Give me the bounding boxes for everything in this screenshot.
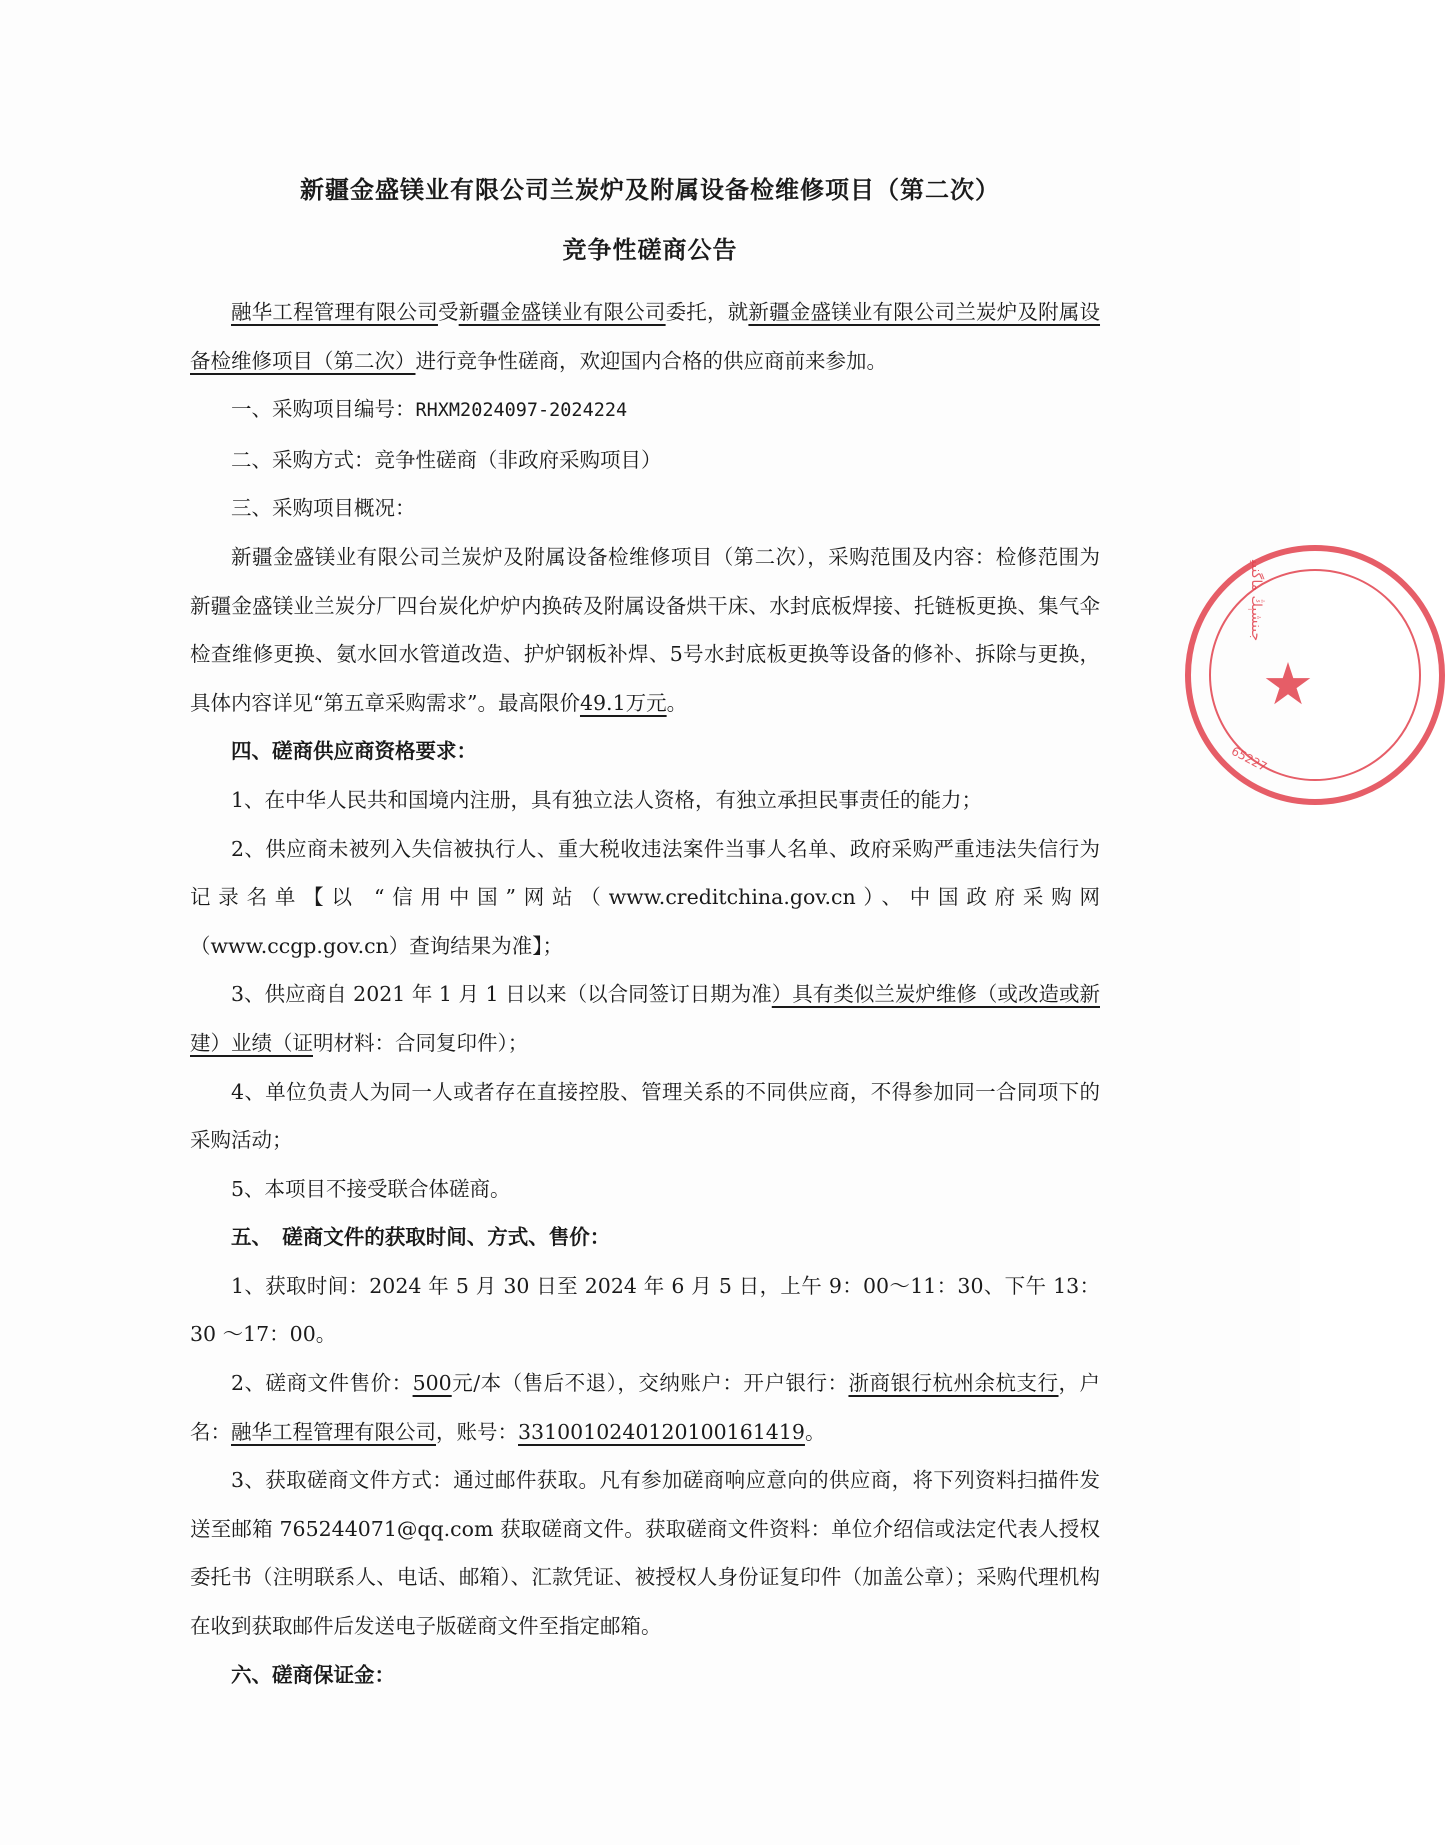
qualification-item-3: 3、供应商自 2021 年 1 月 1 日以来（以合同签订日期为准）具有类似兰炭炉维修（或改造或新建）业绩（证明材料：合同复印件）； [190,982,1100,1055]
qualification-item-4: 4、单位负责人为同一人或者存在直接控股、管理关系的不同供应商，不得参加同一合同项下的采购活动； [190,1079,1100,1153]
qualification-item-1: 1、在中华人民共和国境内注册，具有独立法人资格，有独立承担民事责任的能力； [231,787,983,812]
documents-item-2: 2、磋商文件售价：500元/本（售后不退），交纳账户：开户银行：浙商银行杭州余杭支行，户名：融华工程管理有限公司，账号：33100102401201001614​19。 [190,1371,1101,1444]
section-procurement-method: 二、采购方式：竞争性磋商（非政府采购项目） [231,447,662,472]
document-price: 500 [412,1371,452,1396]
section-qualification-heading: 四、磋商供应商资格要求： [231,739,477,764]
bank-name: 浙商银行杭州余杭支行 [848,1371,1059,1396]
documents-item-3: 3、获取磋商文件方式：通过邮件获取。凡有参加磋商响应意向的供应商，将下列资料扫描件发送至邮箱 765244071@qq.com 获取磋商文件。获取磋商文件资料：单位介绍信或法定代表人授权委托书（注明联系人、电话、邮箱）、汇款凭证、被授权人身份证复印件（加盖公章）；采购代理机构在收到获取邮件后发送电子版磋商文件至指定邮箱。 [190,1468,1100,1639]
intro-paragraph: 融华工程管理有限公司受新疆金盛镁业有限公司委托，就新疆金盛镁业有限公司兰炭炉及附属设备检维修项目（第二次）进行竞争性磋商，欢迎国内合格的供应商前来参加。 [190,300,1101,373]
document-title-line1: 新疆金盛镁业有限公司兰炭炉及附属设备检维修项目（第二次） [300,175,1000,204]
max-price: 49.1万元 [579,690,667,715]
section-project-number: 一、采购项目编号：RHXM2024097-2024224 [231,397,628,422]
document-title-line2: 竞争性磋商公告 [562,235,738,264]
qualification-item-5: 5、本项目不接受联合体磋商。 [231,1176,511,1201]
section-overview-heading: 三、采购项目概况： [231,496,416,521]
qualification-item-2: 2、供应商未被列入失信被执行人、重大税收违法案件当事人名单、政府采购严重违法失信行为记录名单【以 “信用中国”网站（www.creditchina.gov.cn）、中国政府采购网（www.ccgp.gov.cn）查询结果为准】； [190,836,1100,958]
client-name: 新疆金盛镁业有限公司 [458,300,666,324]
document-body [190,288,1100,1699]
project-number: RHXM2024097-2024224 [415,400,628,422]
seal-code: 65227 [1228,743,1270,775]
project-name: 新疆金盛镁业有限公司兰炭炉及附属设备检维修项目（第二次） [190,300,1101,373]
documents-item-1: 1、获取时间：2024 年 5 月 30 日至 2024 年 6 月 5 日，上午 9：00～11：30、下午 13：30 ～17：00。 [190,1273,1100,1347]
section-overview-text: 新疆金盛镁业有限公司兰炭炉及附属设备检维修项目（第二次），采购范围及内容：检修范围为新疆金盛镁业兰炭分厂四台炭化炉炉内换砖及附属设备烘干床、水封底板焊接、托链板更换、集气伞检查维修更换、氨水回水管道改造、护炉钢板补焊、5号水封底板更换等设备的修补、拆除与更换，具体内容详见“第五章采购需求”。最高限价49.1万元。 [190,544,1100,715]
agency-name: 融华工程管理有限公司 [231,300,438,324]
account-name: 融华工程管理有限公司 [231,1419,436,1444]
section-deposit-heading: 六、磋商保证金： [231,1662,395,1687]
section-documents-heading: 五、 磋商文件的获取时间、方式、售价： [231,1225,611,1250]
account-number: 33100102401201001614​19 [518,1419,805,1444]
seal-script-decoration: ﺟﯩﻨﺸﯧﯔ ﻣﺎﮔﻨﯩﻴ [1248,560,1264,642]
seal-star-icon: ★ [1262,650,1314,718]
